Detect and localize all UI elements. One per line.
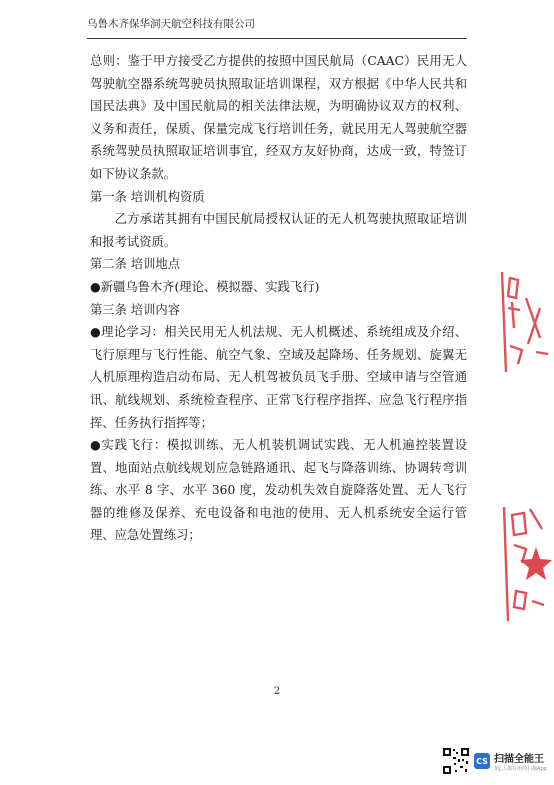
qr-code-icon — [442, 747, 470, 775]
training-location: ●新疆乌鲁木齐(理论、模拟器、实践飞行) — [90, 279, 320, 294]
seal-stamp-bottom — [496, 505, 554, 625]
page-number: 2 — [273, 686, 281, 697]
watermark-title: 扫描全能王 — [494, 754, 544, 765]
scanner-watermark — [442, 747, 547, 775]
article-3-heading: 第三条 培训内容 — [90, 302, 180, 317]
article-1-heading: 第一条 培训机构资质 — [90, 189, 205, 204]
general-clause: 总则：鉴于甲方接受乙方提供的按照中国民航局（CAAC）民用无人驾驶航空器系统驾驶员执照取证培训课程，双方根据《中华人民共和国民法典》及中国民航局的相关法律法规，为明确协议双方的权利、义务和责任，保质、保量完成飞行培训任务，就民用无人驾驶航空器系统驾驶员执照取证培训事宜，经双方友好协商，达成一致，特签订如下协议条款。 — [90, 54, 467, 181]
practice-content: ●实践飞行：模拟训练、无人机装机调试实践、无人机遍控装置设置、地面站点航线规划应急链路通讯、起飞与降落训练、协调转弯训练、水平 8 字、水平 360 度，发动机失效自旋降落处置、无人飞行器的维修及保养、充电设备和电池的使用、无人机系统安全运行管理、应急处置练习； — [90, 438, 467, 543]
seal-stamp-top — [496, 268, 554, 378]
watermark-subtitle: 3亿人都在用的扫描App — [494, 766, 547, 772]
page-header: 乌鲁木齐保华洞天航空科技有限公司 — [87, 16, 467, 39]
theory-content: ●理论学习：相关民用无人机法规、无人机概述、系统组成及介绍、飞行原理与飞行性能、航空气象、空域及起降场、任务规划、旋翼无人机原理构造启动布局、无人机驾被负员飞手册、空域申请与空管通讯、航线规划、系统检查程序、正常飞行程序指挥、应急飞行程序指挥、任务执行指挥等； — [90, 325, 467, 430]
article-1-text: 乙方承诺其拥有中国民航局授权认证的无人机驾驶执照取证培训和报考试资质。 — [90, 212, 467, 249]
camscanner-logo: CS — [474, 753, 490, 769]
article-2-heading: 第二条 培训地点 — [90, 257, 180, 272]
document-body — [90, 50, 467, 547]
